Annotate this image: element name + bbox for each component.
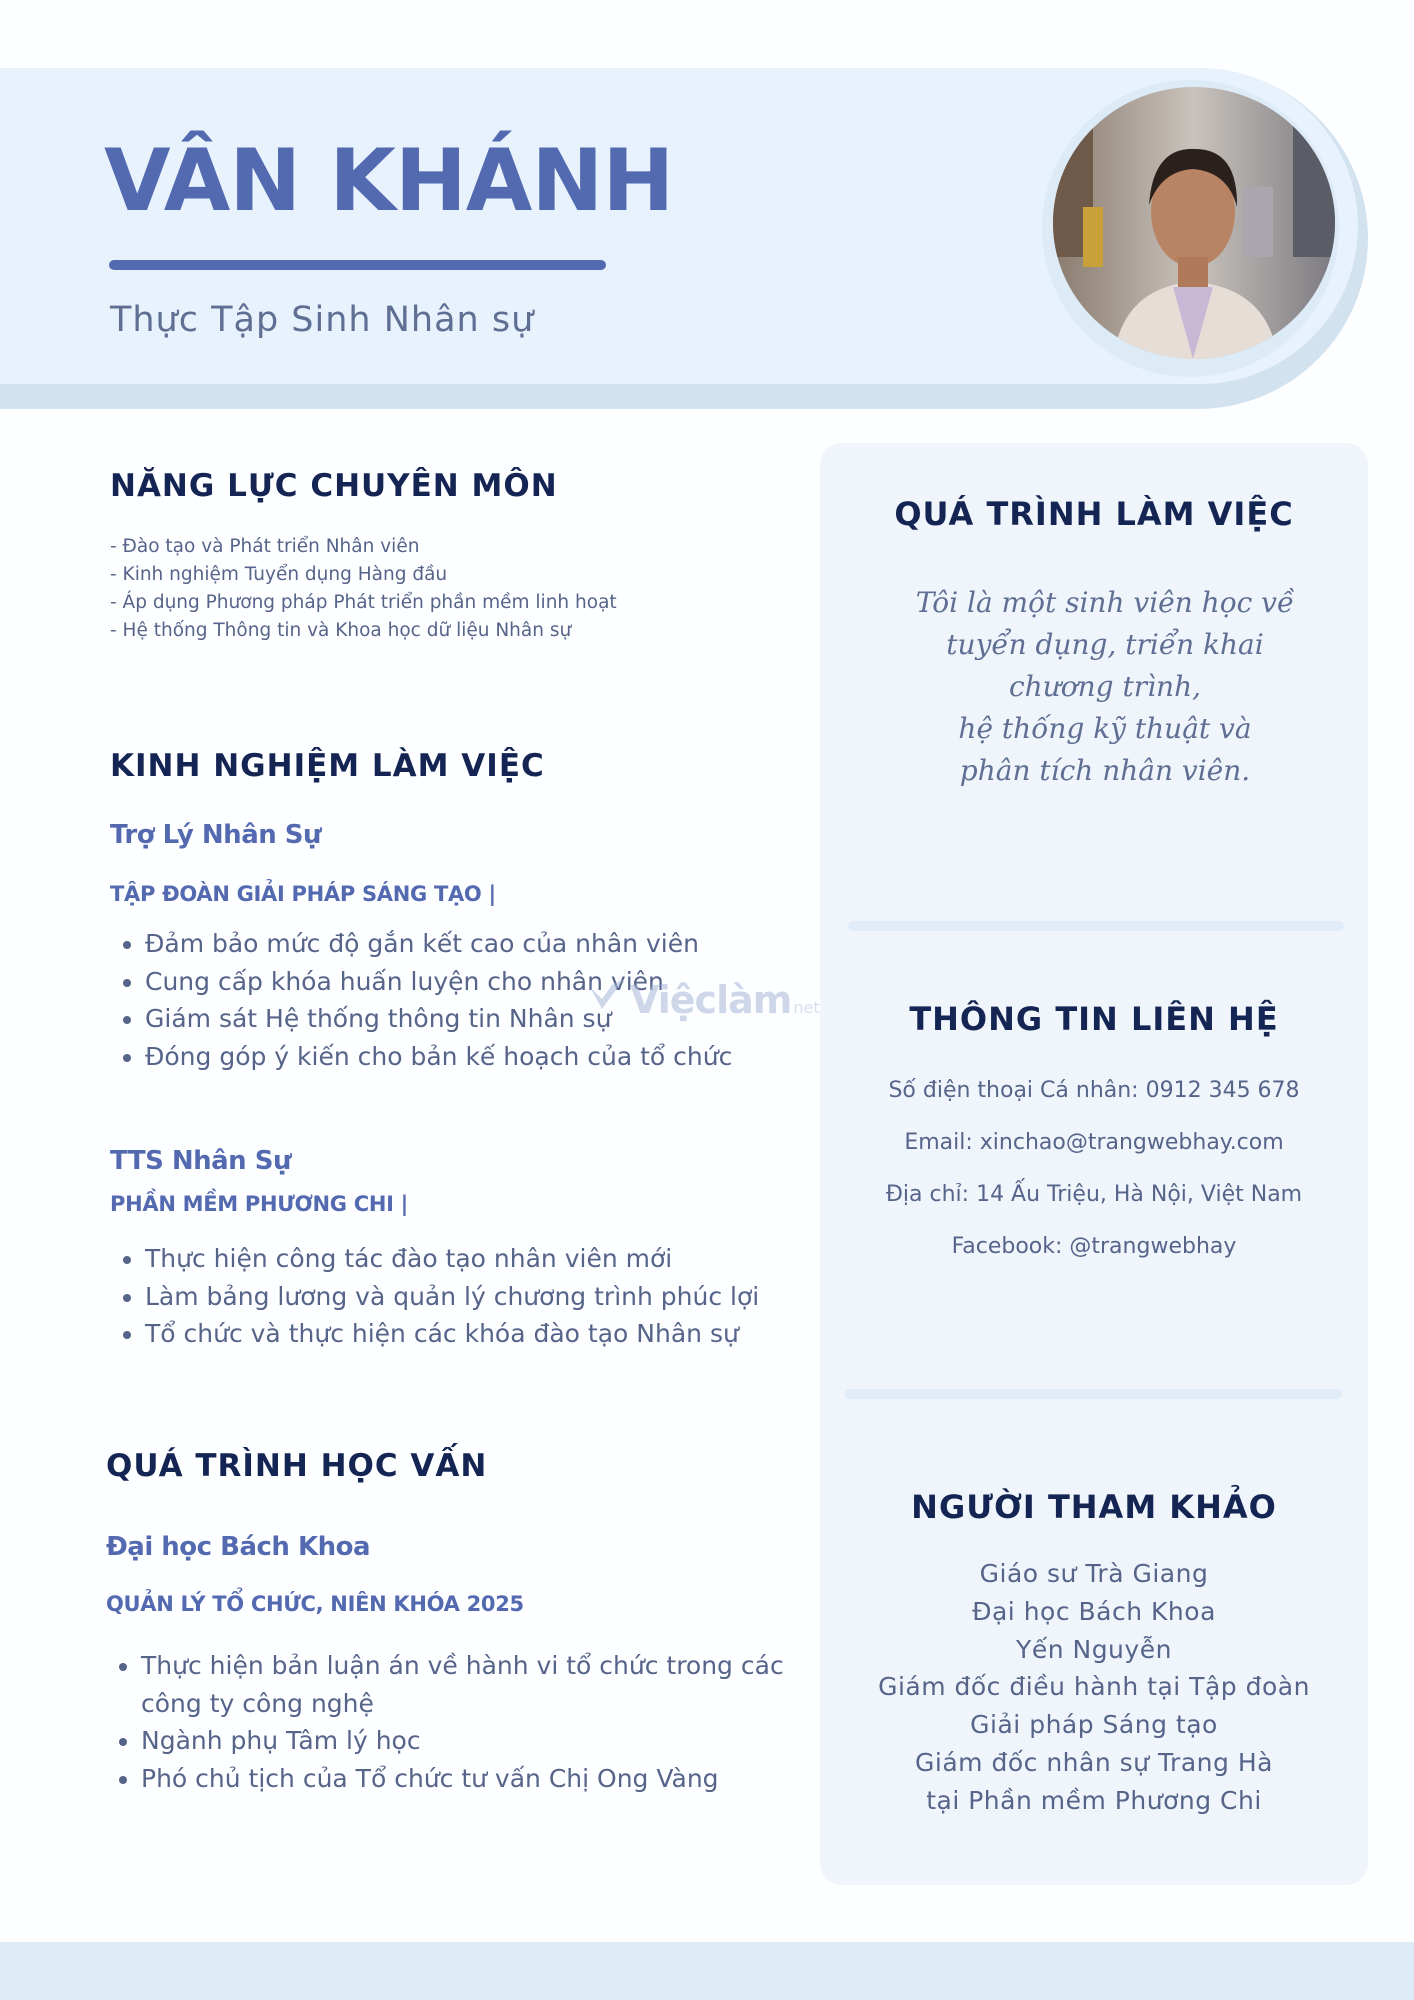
job-bullet: • Tổ chức và thực hiện các khóa đào tạo Nhân sự bbox=[145, 1315, 775, 1353]
name-underline bbox=[109, 260, 606, 270]
education-bullet: • Thực hiện bản luận án về hành vi tổ chức trong các công ty công nghệ bbox=[141, 1647, 801, 1722]
reference-line: tại Phần mềm Phương Chi bbox=[926, 1785, 1262, 1815]
summary-line: phân tích nhân viên. bbox=[959, 754, 1251, 787]
reference-line: Giám đốc nhân sự Trang Hà bbox=[915, 1747, 1273, 1777]
skill-item: - Áp dụng Phương pháp Phát triển phần mềm linh hoạt bbox=[110, 592, 617, 613]
job-title: Trợ Lý Nhân Sự bbox=[110, 820, 322, 850]
school-name: Đại học Bách Khoa bbox=[106, 1532, 371, 1562]
skills-title: NĂNG LỰC CHUYÊN MÔN bbox=[110, 468, 558, 504]
job-bullet: • Giám sát Hệ thống thông tin Nhân sự bbox=[145, 1000, 785, 1038]
job-company: TẬP ĐOÀN GIẢI PHÁP SÁNG TẠO | bbox=[110, 882, 496, 906]
footer-band bbox=[0, 1942, 1414, 2000]
job-bullet: • Đóng góp ý kiến cho bản kế hoạch của tổ chức bbox=[145, 1038, 785, 1076]
skill-item: - Hệ thống Thông tin và Khoa học dữ liệu Nhân sự bbox=[110, 620, 572, 641]
job-bullet: • Đảm bảo mức độ gắn kết cao của nhân viên bbox=[145, 925, 785, 963]
education-bullet: • Phó chủ tịch của Tổ chức tư vấn Chị Ong Vàng bbox=[141, 1760, 801, 1798]
job-bullet: • Làm bảng lương và quản lý chương trình phúc lợi bbox=[145, 1278, 775, 1316]
reference-line: Yến Nguyễn bbox=[1016, 1634, 1172, 1664]
job-title: TTS Nhân Sự bbox=[110, 1146, 291, 1176]
job-bullet: • Thực hiện công tác đào tạo nhân viên mới bbox=[145, 1240, 775, 1278]
summary-line: Tôi là một sinh viên học về bbox=[915, 586, 1295, 619]
references-list bbox=[820, 1555, 1368, 1820]
reference-line: Giám đốc điều hành tại Tập đoàn bbox=[878, 1672, 1310, 1702]
profile-photo bbox=[1053, 87, 1335, 359]
education-title: QUÁ TRÌNH HỌC VẤN bbox=[106, 1448, 488, 1484]
job-company: PHẦN MỀM PHƯƠNG CHI | bbox=[110, 1192, 409, 1216]
watermark-text: Việclàm bbox=[630, 978, 792, 1022]
skill-item: - Đào tạo và Phát triển Nhân viên bbox=[110, 536, 420, 557]
education-detail: QUẢN LÝ TỔ CHỨC, NIÊN KHÓA 2025 bbox=[106, 1592, 524, 1616]
candidate-name: VÂN KHÁNH bbox=[104, 131, 674, 231]
contact-email: Email: xinchao@trangwebhay.com bbox=[904, 1130, 1284, 1155]
watermark bbox=[588, 975, 820, 1022]
watermark-suffix: net bbox=[793, 998, 820, 1017]
summary-title: QUÁ TRÌNH LÀM VIỆC bbox=[894, 495, 1294, 533]
panel-divider bbox=[845, 1389, 1342, 1399]
job-bullet: • Cung cấp khóa huấn luyện cho nhân viên bbox=[145, 963, 785, 1001]
references-title: NGƯỜI THAM KHẢO bbox=[911, 1488, 1277, 1526]
summary-line: tuyển dụng, triển khai bbox=[946, 628, 1264, 661]
contact-facebook: Facebook: @trangwebhay bbox=[951, 1234, 1237, 1259]
reference-line: Giáo sư Trà Giang bbox=[979, 1559, 1209, 1588]
summary-text bbox=[840, 582, 1370, 792]
reference-line: Đại học Bách Khoa bbox=[972, 1596, 1216, 1626]
education-bullets bbox=[106, 1647, 801, 1798]
experience-title: KINH NGHIỆM LÀM VIỆC bbox=[110, 748, 545, 784]
candidate-role: Thực Tập Sinh Nhân sự bbox=[110, 300, 535, 340]
contact-phone: Số điện thoại Cá nhân: 0912 345 678 bbox=[888, 1078, 1300, 1103]
education-bullet: • Ngành phụ Tâm lý học bbox=[141, 1722, 801, 1760]
job-bullets bbox=[110, 1240, 775, 1353]
skill-item: - Kinh nghiệm Tuyển dụng Hàng đầu bbox=[110, 564, 448, 585]
reference-line: Giải pháp Sáng tạo bbox=[970, 1710, 1218, 1740]
contact-address: Địa chỉ: 14 Ấu Triệu, Hà Nội, Việt Nam bbox=[885, 1182, 1303, 1207]
summary-line: hệ thống kỹ thuật và bbox=[958, 712, 1252, 745]
watermark-check-icon bbox=[588, 975, 626, 1013]
skills-list bbox=[110, 533, 617, 645]
summary-line: chương trình, bbox=[1008, 670, 1202, 703]
panel-divider bbox=[848, 921, 1344, 931]
contact-title: THÔNG TIN LIÊN HỆ bbox=[909, 1000, 1279, 1038]
